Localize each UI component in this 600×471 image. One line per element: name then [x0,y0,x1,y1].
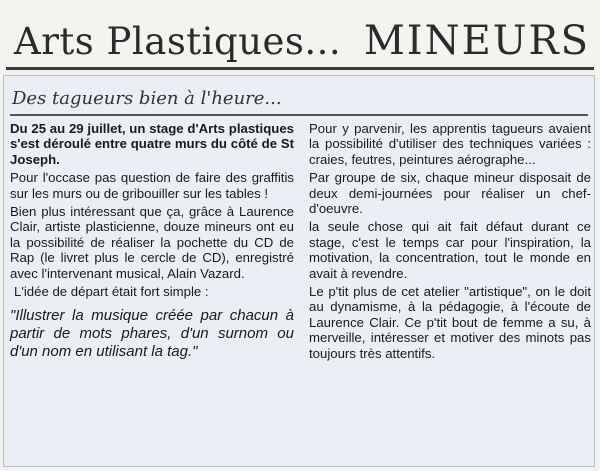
paragraph: Par groupe de six, chaque mineur disposait de deux demi-journées pour réaliser un chef-d'oeuvre. [309,170,591,217]
article-column-right [309,121,591,364]
article-quote: "Illustrer la musique créée par chacun à partir de mots phares, d'un surnom ou d'un nom en utilisant la tag." [10,307,294,361]
subtitle-divider [10,114,588,116]
article-panel [3,75,595,467]
paragraph: Bien plus intéressant que ça, grâce à Laurence Clair, artiste plasticienne, douze mineurs ont eu la possibilité de réaliser la pochette du CD de Rap (le livret plus le cercle de CD), enregistré avec l'intervenant musical, Alain Vazard. [10,204,294,281]
page-header [6,4,594,70]
section-title: Arts Plastiques... [14,20,342,63]
section-category: MINEURS [363,18,590,64]
paragraph: la seule chose qui ait fait défaut durant ce stage, c'est le temps car pour l'inspiration, la motivation, la concentration, tout le monde en avait à revendre. [309,219,591,281]
article-subtitle: Des tagueurs bien à l'heure... [12,88,282,109]
paragraph: Le p'tit plus de cet atelier "artistique", on le doit au dynamisme, à la pédagogie, à l'écoute de Laurence Clair. Ce p'tit bout de femme a su, à merveille, intéresser et motiver des minots pas toujours très attentifs. [309,284,591,361]
header-divider [6,67,594,70]
paragraph: L'idée de départ était fort simple : [14,284,209,300]
article-column-left [10,121,294,364]
article-lead: Du 25 au 29 juillet, un stage d'Arts plastiques s'est déroulé entre quatre murs du côté de St Joseph. [10,121,294,167]
paragraph: Pour l'occase pas question de faire des graffitis sur les murs ou de gribouiller sur les tables ! [10,170,294,201]
paragraph: Pour y parvenir, les apprentis tagueurs avaient la possibilité d'utiliser des techniques variées : craies, feutres, peintures aérographe... [309,121,591,167]
